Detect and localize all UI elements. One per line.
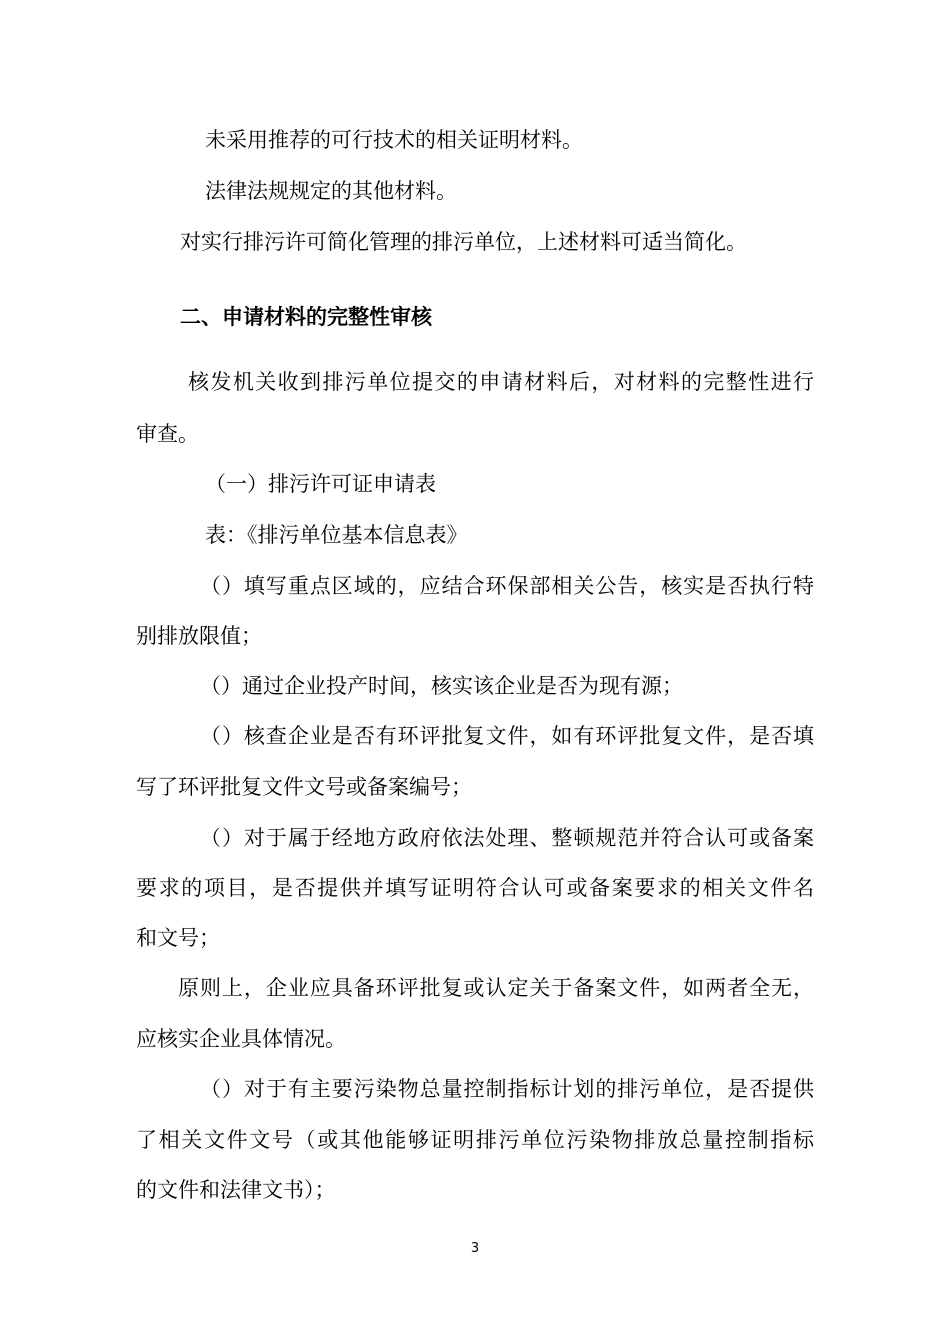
- paragraph-line-17: 原则上，企业应具备环评批复或认定关于备案文件，如两者全无，: [178, 976, 814, 1000]
- section-heading: 二、申请材料的完整性审核: [180, 305, 432, 329]
- table-title-line: 表：《排污单位基本信息表》: [205, 523, 468, 547]
- paragraph-line-12: （）核查企业是否有环评批复文件，如有环评批复文件，是否填: [200, 724, 814, 748]
- paragraph-line-13: 写了环评批复文件文号或备案编号；: [136, 775, 472, 799]
- paragraph-line-16: 和文号；: [136, 926, 220, 950]
- paragraph-line-20: 了相关文件文号（或其他能够证明排污单位污染物排放总量控制指标: [136, 1128, 814, 1152]
- paragraph-line-11: （）通过企业投产时间，核实该企业是否为现有源；: [200, 674, 683, 698]
- paragraph-line-19: （）对于有主要污染物总量控制指标计划的排污单位，是否提供: [200, 1077, 814, 1101]
- paragraph-line-5: 核发机关收到排污单位提交的申请材料后，对材料的完整性进行: [188, 370, 814, 394]
- paragraph-line-9: （）填写重点区域的，应结合环保部相关公告，核实是否执行特: [200, 574, 814, 598]
- paragraph-line-3: 对实行排污许可简化管理的排污单位，上述材料可适当简化。: [180, 230, 747, 254]
- subsection-heading: （一）排污许可证申请表: [205, 472, 436, 496]
- paragraph-line-21: 的文件和法律文书）；: [136, 1178, 336, 1202]
- paragraph-line-10: 别排放限值；: [136, 624, 262, 648]
- paragraph-line-14: （）对于属于经地方政府依法处理、整顿规范并符合认可或备案: [200, 826, 814, 850]
- page-number: 3: [470, 1241, 480, 1256]
- paragraph-line-6: 审查。: [136, 422, 199, 446]
- paragraph-line-1: 未采用推荐的可行技术的相关证明材料。: [205, 128, 583, 152]
- paragraph-line-18: 应核实企业具体情况。: [136, 1027, 346, 1051]
- paragraph-line-2: 法律法规规定的其他材料。: [205, 179, 457, 203]
- paragraph-line-15: 要求的项目，是否提供并填写证明符合认可或备案要求的相关文件名: [136, 876, 814, 900]
